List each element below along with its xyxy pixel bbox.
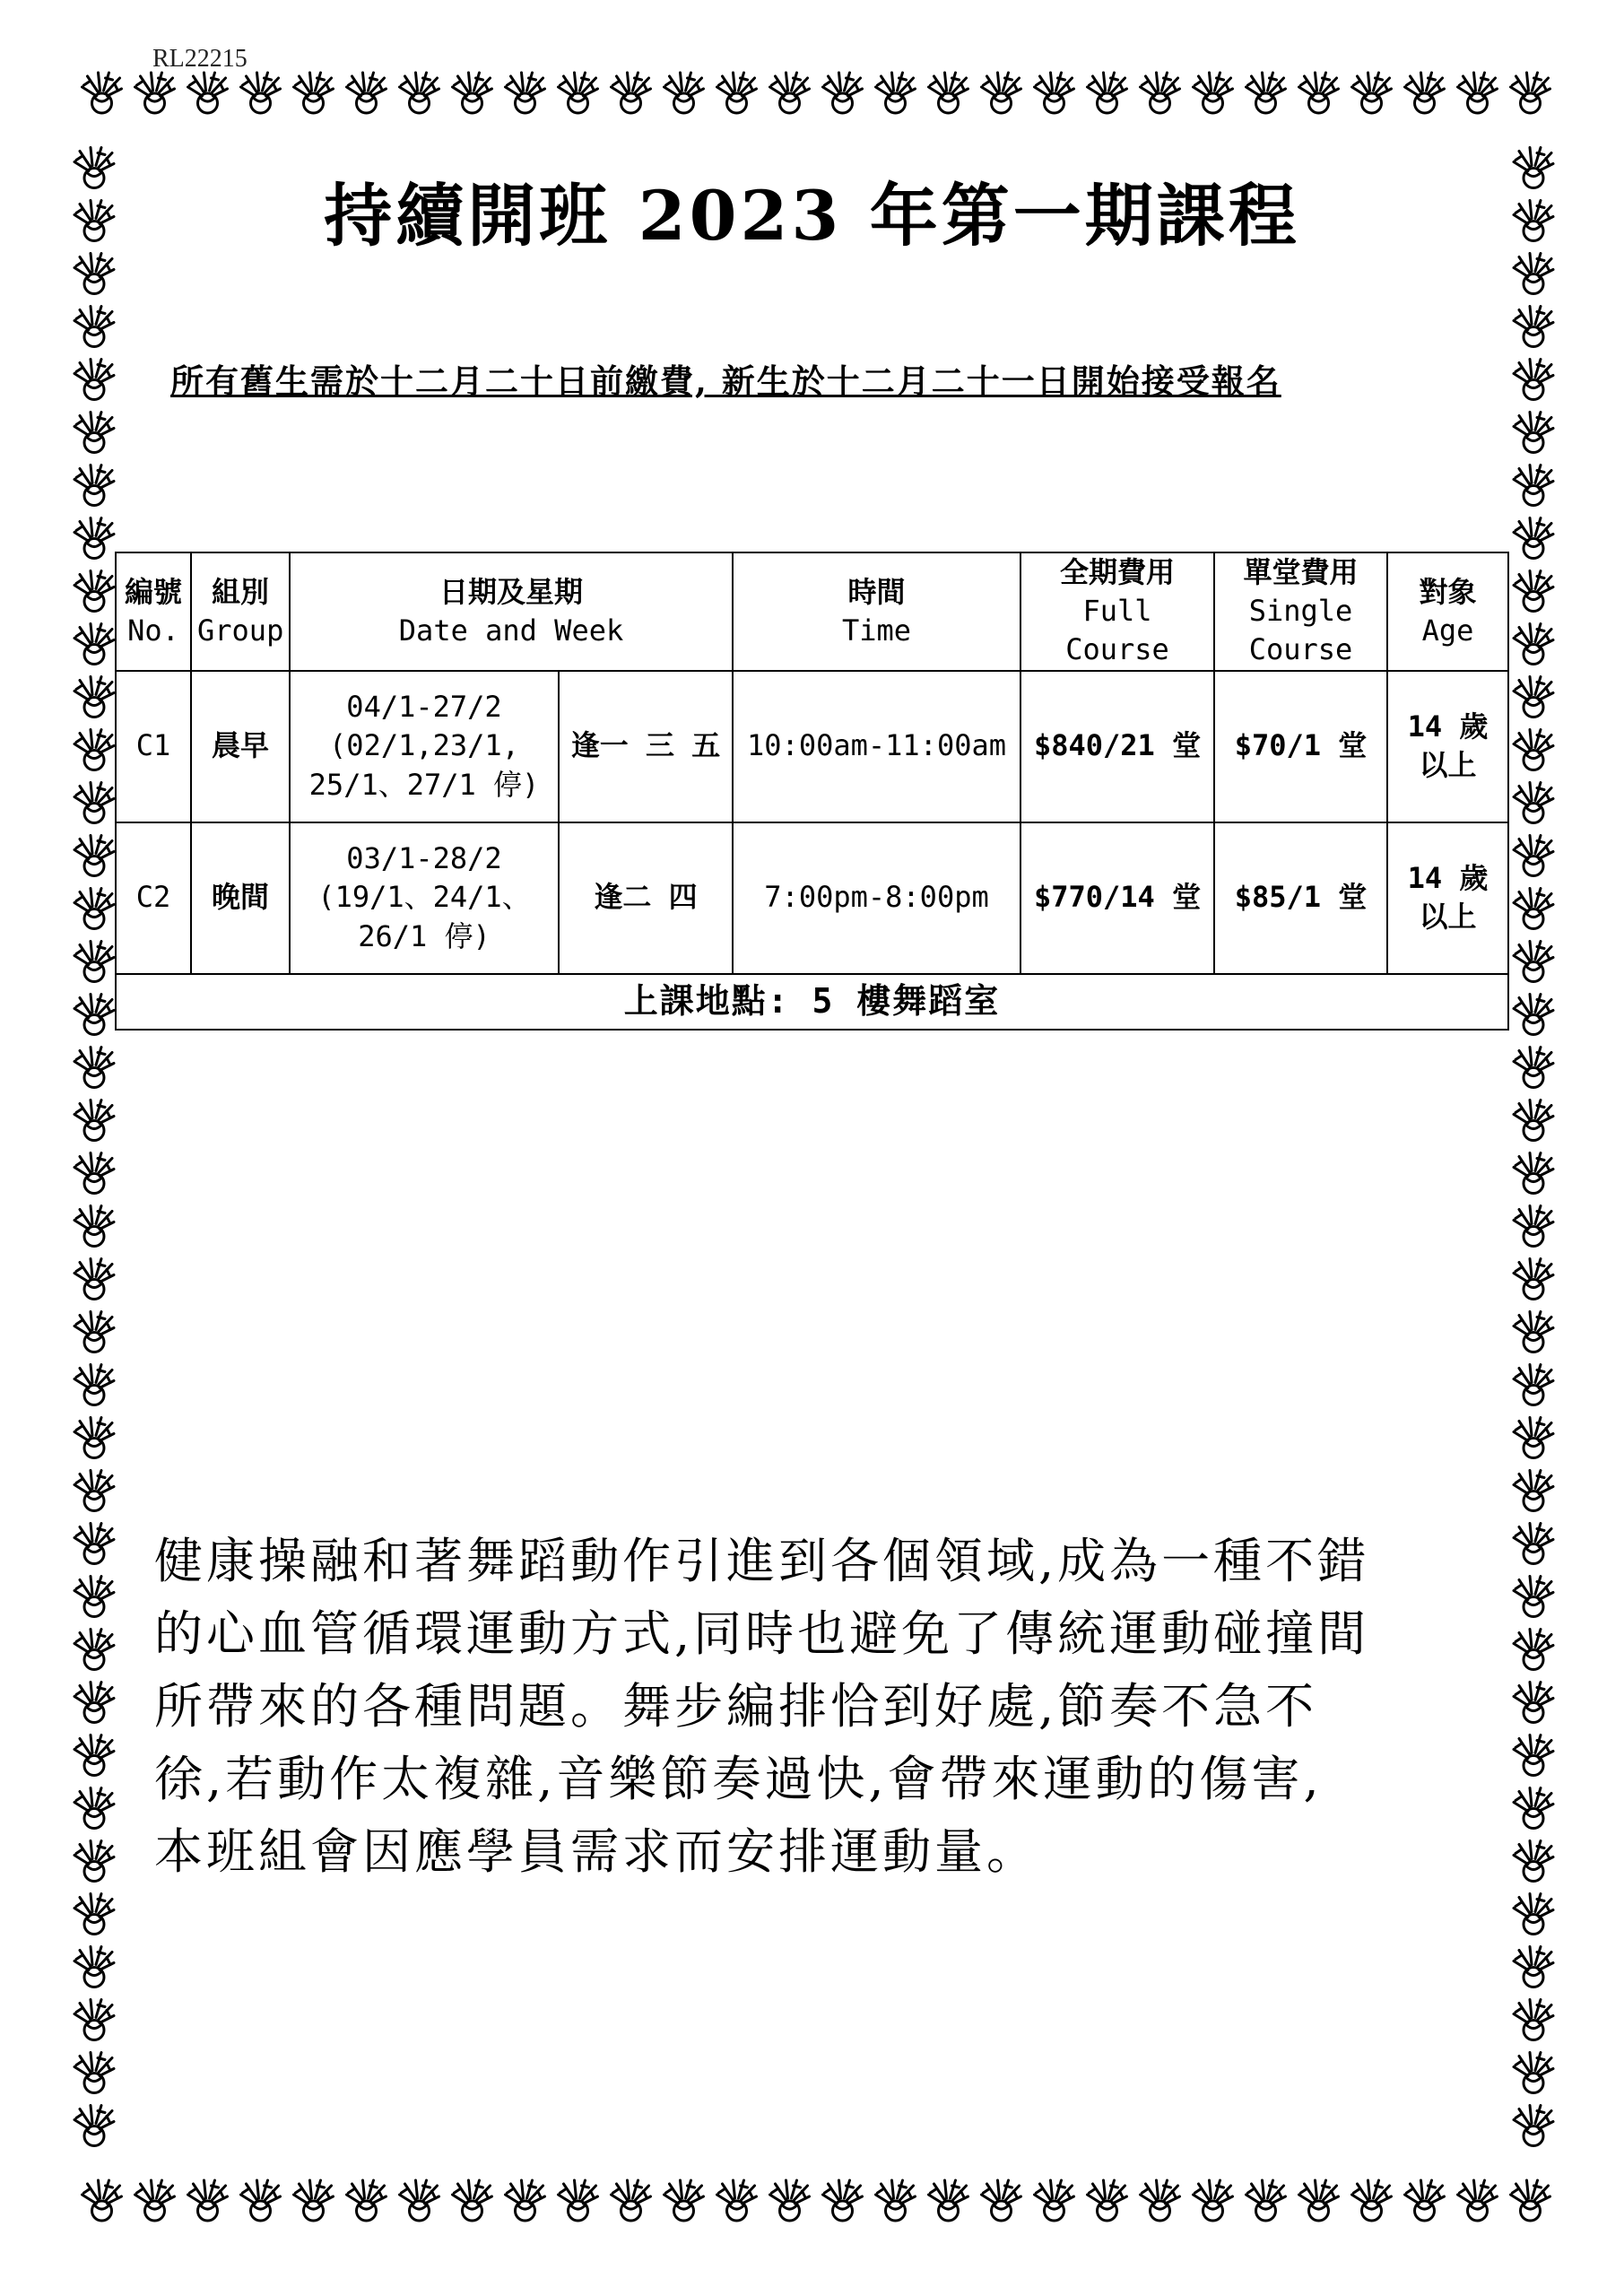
header-single-en2: Course: [1248, 632, 1353, 667]
dancing-figure-icon: [1514, 1312, 1553, 1352]
dancing-figure-icon: [823, 2180, 863, 2221]
dancing-figure-icon: [294, 73, 334, 113]
dancing-figure-icon: [453, 2180, 492, 2221]
cell-weekdays: 逢一 三 五: [559, 671, 733, 822]
dancing-figure-icon: [188, 2180, 228, 2221]
dancing-figure-icon: [1194, 73, 1233, 113]
table-row-c1: [116, 671, 1508, 822]
dancing-figure-icon: [1514, 413, 1553, 453]
location-row: [116, 974, 1508, 1030]
dancing-figure-icon: [1514, 1100, 1553, 1141]
cell-full-fee: $840/21 堂: [1020, 671, 1214, 822]
header-age-en: Age: [1421, 613, 1474, 648]
dancing-figure-icon: [1514, 1471, 1553, 1511]
dancing-figure-icon: [1514, 2000, 1553, 2040]
dancing-figure-icon: [74, 1048, 114, 1088]
dancing-figure-icon: [74, 836, 114, 876]
dancing-figure-icon: [74, 571, 114, 612]
dancing-figure-icon: [74, 518, 114, 559]
dancing-figure-icon: [74, 1471, 114, 1511]
dancing-figure-icon: [1514, 1683, 1553, 1723]
date-range: 04/1-27/2: [346, 690, 502, 725]
dancing-figure-icon: [74, 1894, 114, 1935]
dancing-figure-icon: [1514, 1206, 1553, 1247]
dancing-figure-icon: [74, 889, 114, 929]
dancing-figure-icon: [1458, 73, 1498, 113]
age-line2: 以上: [1419, 748, 1477, 783]
dancing-figure-icon: [294, 2180, 334, 2221]
dancing-figure-icon: [1514, 1841, 1553, 1882]
header-time-en: Time: [841, 613, 912, 648]
cell-date: [290, 671, 559, 822]
dancing-figure-icon: [453, 73, 492, 113]
date-break-line1: (19/1、24/1、: [317, 880, 531, 915]
dancing-figure-icon: [74, 677, 114, 718]
dancing-figure-icon: [929, 2180, 968, 2221]
dancing-figure-icon: [770, 2180, 810, 2221]
dancing-figure-icon: [664, 2180, 704, 2221]
header-time-zh: 時間: [847, 574, 906, 609]
dancing-figure-icon: [1088, 73, 1127, 113]
course-schedule-table: [115, 552, 1509, 1031]
dancing-figure-icon: [74, 1788, 114, 1829]
dancing-figure-icon: [1299, 2180, 1339, 2221]
dancing-figure-icon: [1514, 254, 1553, 294]
dancing-figure-icon: [1514, 1577, 1553, 1617]
description-line: 健康操融和著舞蹈動作引進到各個領域,成為一種不錯: [154, 1533, 1370, 1589]
dancing-figure-icon: [1514, 571, 1553, 612]
age-line1: 14 歲: [1407, 709, 1489, 744]
class-location: 上課地點: 5 樓舞蹈室: [116, 974, 1508, 1030]
cell-group: 晚間: [191, 822, 290, 974]
dancing-figure-icon: [982, 2180, 1021, 2221]
cell-age: [1387, 822, 1508, 974]
dancing-figure-icon: [347, 2180, 386, 2221]
dancing-figure-icon: [929, 73, 968, 113]
header-age: [1387, 552, 1508, 671]
dancing-figure-icon: [1514, 360, 1553, 400]
dancing-figure-icon: [1514, 995, 1553, 1035]
page-title: 持續開班 2023 年第一期課程: [324, 176, 1300, 256]
header-full-zh: 全期費用: [1060, 555, 1176, 589]
dancing-figure-icon: [74, 942, 114, 982]
dancing-figure-icon: [823, 73, 863, 113]
dancing-figure-icon: [1514, 1630, 1553, 1670]
dancing-figure-icon: [74, 1947, 114, 1987]
description-line: 本班組會因應學員需求而安排運動量。: [154, 1823, 1038, 1880]
dancing-figure-icon: [74, 1365, 114, 1405]
header-single-course: [1214, 552, 1387, 671]
cell-weekdays: 逢二 四: [559, 822, 733, 974]
header-full-en: Full Course: [1065, 594, 1169, 667]
dancing-figure-icon: [1514, 307, 1553, 347]
dancing-figure-icon: [74, 995, 114, 1035]
header-date-zh: 日期及星期: [439, 574, 584, 609]
dancing-figure-icon: [506, 2180, 545, 2221]
dancing-figure-icon: [1246, 2180, 1286, 2221]
header-no-zh: 編號: [124, 574, 182, 609]
description-line: 所帶來的各種問題。舞步編排恰到好處,節奏不急不: [154, 1678, 1318, 1735]
cell-age: [1387, 671, 1508, 822]
dancing-figure-icon: [74, 2053, 114, 2093]
dancing-figure-icon: [1514, 624, 1553, 665]
dancing-figure-icon: [74, 413, 114, 453]
dancing-figure-icon: [74, 1630, 114, 1670]
dancing-figure-icon: [241, 73, 281, 113]
dancing-figure-icon: [1511, 2180, 1550, 2221]
decorative-border-bottom: [63, 2170, 1569, 2233]
registration-notice: 所有舊生需於十二月二十日前繳費, 新生於十二月二十一日開始接受報名: [170, 361, 1281, 401]
dancing-figure-icon: [770, 73, 810, 113]
cell-time: 10:00am-11:00am: [733, 671, 1020, 822]
dancing-figure-icon: [1514, 1259, 1553, 1300]
dancing-figure-icon: [1514, 1418, 1553, 1458]
dancing-figure-icon: [1514, 889, 1553, 929]
header-age-zh: 對象: [1419, 574, 1477, 609]
dancing-figure-icon: [1514, 1365, 1553, 1405]
dancing-figure-icon: [876, 2180, 916, 2221]
dancing-figure-icon: [135, 2180, 175, 2221]
cell-no: C2: [116, 822, 191, 974]
dancing-figure-icon: [982, 73, 1021, 113]
dancing-figure-icon: [876, 73, 916, 113]
decorative-border-top: [63, 63, 1569, 126]
reference-code: RL22215: [152, 45, 248, 73]
dancing-figure-icon: [74, 1577, 114, 1617]
dancing-figure-icon: [74, 783, 114, 823]
dancing-figure-icon: [717, 73, 757, 113]
course-description: [154, 1525, 1463, 1888]
dancing-figure-icon: [241, 2180, 281, 2221]
dancing-figure-icon: [1088, 2180, 1127, 2221]
dancing-figure-icon: [74, 1735, 114, 1776]
dancing-figure-icon: [506, 73, 545, 113]
dancing-figure-icon: [74, 1683, 114, 1723]
dancing-figure-icon: [1514, 1048, 1553, 1088]
decorative-border-right: [1502, 117, 1565, 2179]
cell-single-fee: $70/1 堂: [1214, 671, 1387, 822]
dancing-figure-icon: [74, 2106, 114, 2146]
dancing-figure-icon: [1035, 2180, 1074, 2221]
dancing-figure-icon: [1141, 2180, 1180, 2221]
dancing-figure-icon: [74, 1259, 114, 1300]
dancing-figure-icon: [74, 360, 114, 400]
header-group: [191, 552, 290, 671]
dancing-figure-icon: [664, 73, 704, 113]
dancing-figure-icon: [1514, 783, 1553, 823]
dancing-figure-icon: [1246, 73, 1286, 113]
dancing-figure-icon: [74, 307, 114, 347]
dancing-figure-icon: [1514, 730, 1553, 770]
dancing-figure-icon: [1514, 2053, 1553, 2093]
dancing-figure-icon: [1514, 836, 1553, 876]
dancing-figure-icon: [1035, 73, 1074, 113]
table-header-row: [116, 552, 1508, 671]
dancing-figure-icon: [1514, 1788, 1553, 1829]
dancing-figure-icon: [1514, 1524, 1553, 1564]
dancing-figure-icon: [1299, 73, 1339, 113]
dancing-figure-icon: [1514, 1153, 1553, 1194]
age-line2: 以上: [1419, 900, 1477, 935]
header-date-en: Date and Week: [398, 613, 624, 648]
dancing-figure-icon: [74, 1312, 114, 1352]
dancing-figure-icon: [74, 624, 114, 665]
dancing-figure-icon: [400, 2180, 439, 2221]
decorative-border-left: [63, 117, 126, 2179]
dancing-figure-icon: [74, 1524, 114, 1564]
table-row-c2: [116, 822, 1508, 974]
dancing-figure-icon: [74, 254, 114, 294]
dancing-figure-icon: [1514, 1947, 1553, 1987]
header-no-en: No.: [127, 613, 179, 648]
date-range: 03/1-28/2: [346, 841, 502, 876]
date-break-line2: 26/1 停): [358, 918, 491, 953]
dancing-figure-icon: [1141, 73, 1180, 113]
dancing-figure-icon: [559, 2180, 598, 2221]
dancing-figure-icon: [1514, 1894, 1553, 1935]
header-no: [116, 552, 191, 671]
dancing-figure-icon: [74, 1206, 114, 1247]
age-line1: 14 歲: [1407, 860, 1489, 895]
cell-single-fee: $85/1 堂: [1214, 822, 1387, 974]
dancing-figure-icon: [74, 1153, 114, 1194]
dancing-figure-icon: [400, 73, 439, 113]
dancing-figure-icon: [74, 1418, 114, 1458]
description-line: 徐,若動作太複雜,音樂節奏過快,會帶來運動的傷害,: [154, 1751, 1323, 1807]
dancing-figure-icon: [1514, 942, 1553, 982]
cell-group: 晨早: [191, 671, 290, 822]
dancing-figure-icon: [559, 73, 598, 113]
dancing-figure-icon: [74, 1100, 114, 1141]
dancing-figure-icon: [83, 73, 122, 113]
dancing-figure-icon: [83, 2180, 122, 2221]
header-full-course: [1020, 552, 1214, 671]
cell-time: 7:00pm-8:00pm: [733, 822, 1020, 974]
dancing-figure-icon: [1352, 73, 1392, 113]
cell-date: [290, 822, 559, 974]
date-break-line2: 25/1、27/1 停): [308, 767, 540, 802]
dancing-figure-icon: [717, 2180, 757, 2221]
dancing-figure-icon: [1514, 2106, 1553, 2146]
date-break-line1: (02/1,23/1,: [329, 728, 519, 763]
header-time: [733, 552, 1020, 671]
dancing-figure-icon: [1514, 677, 1553, 718]
dancing-figure-icon: [1458, 2180, 1498, 2221]
cell-no: C1: [116, 671, 191, 822]
header-date: [290, 552, 733, 671]
dancing-figure-icon: [612, 2180, 651, 2221]
header-group-zh: 組別: [211, 574, 269, 609]
dancing-figure-icon: [1511, 73, 1550, 113]
header-single-zh: 單堂費用: [1243, 555, 1359, 589]
dancing-figure-icon: [1514, 465, 1553, 506]
dancing-figure-icon: [347, 73, 386, 113]
dancing-figure-icon: [1514, 518, 1553, 559]
dancing-figure-icon: [74, 1841, 114, 1882]
description-line: 的心血管循環運動方式,同時也避免了傳統運動碰撞間: [154, 1605, 1370, 1662]
header-group-en: Group: [197, 613, 284, 648]
dancing-figure-icon: [1352, 2180, 1392, 2221]
dancing-figure-icon: [74, 730, 114, 770]
dancing-figure-icon: [188, 73, 228, 113]
dancing-figure-icon: [1405, 73, 1445, 113]
dancing-figure-icon: [1514, 1735, 1553, 1776]
dancing-figure-icon: [135, 73, 175, 113]
header-single-en1: Single: [1248, 594, 1353, 629]
dancing-figure-icon: [612, 73, 651, 113]
dancing-figure-icon: [1405, 2180, 1445, 2221]
cell-full-fee: $770/14 堂: [1020, 822, 1214, 974]
dancing-figure-icon: [74, 465, 114, 506]
dancing-figure-icon: [74, 2000, 114, 2040]
dancing-figure-icon: [1194, 2180, 1233, 2221]
